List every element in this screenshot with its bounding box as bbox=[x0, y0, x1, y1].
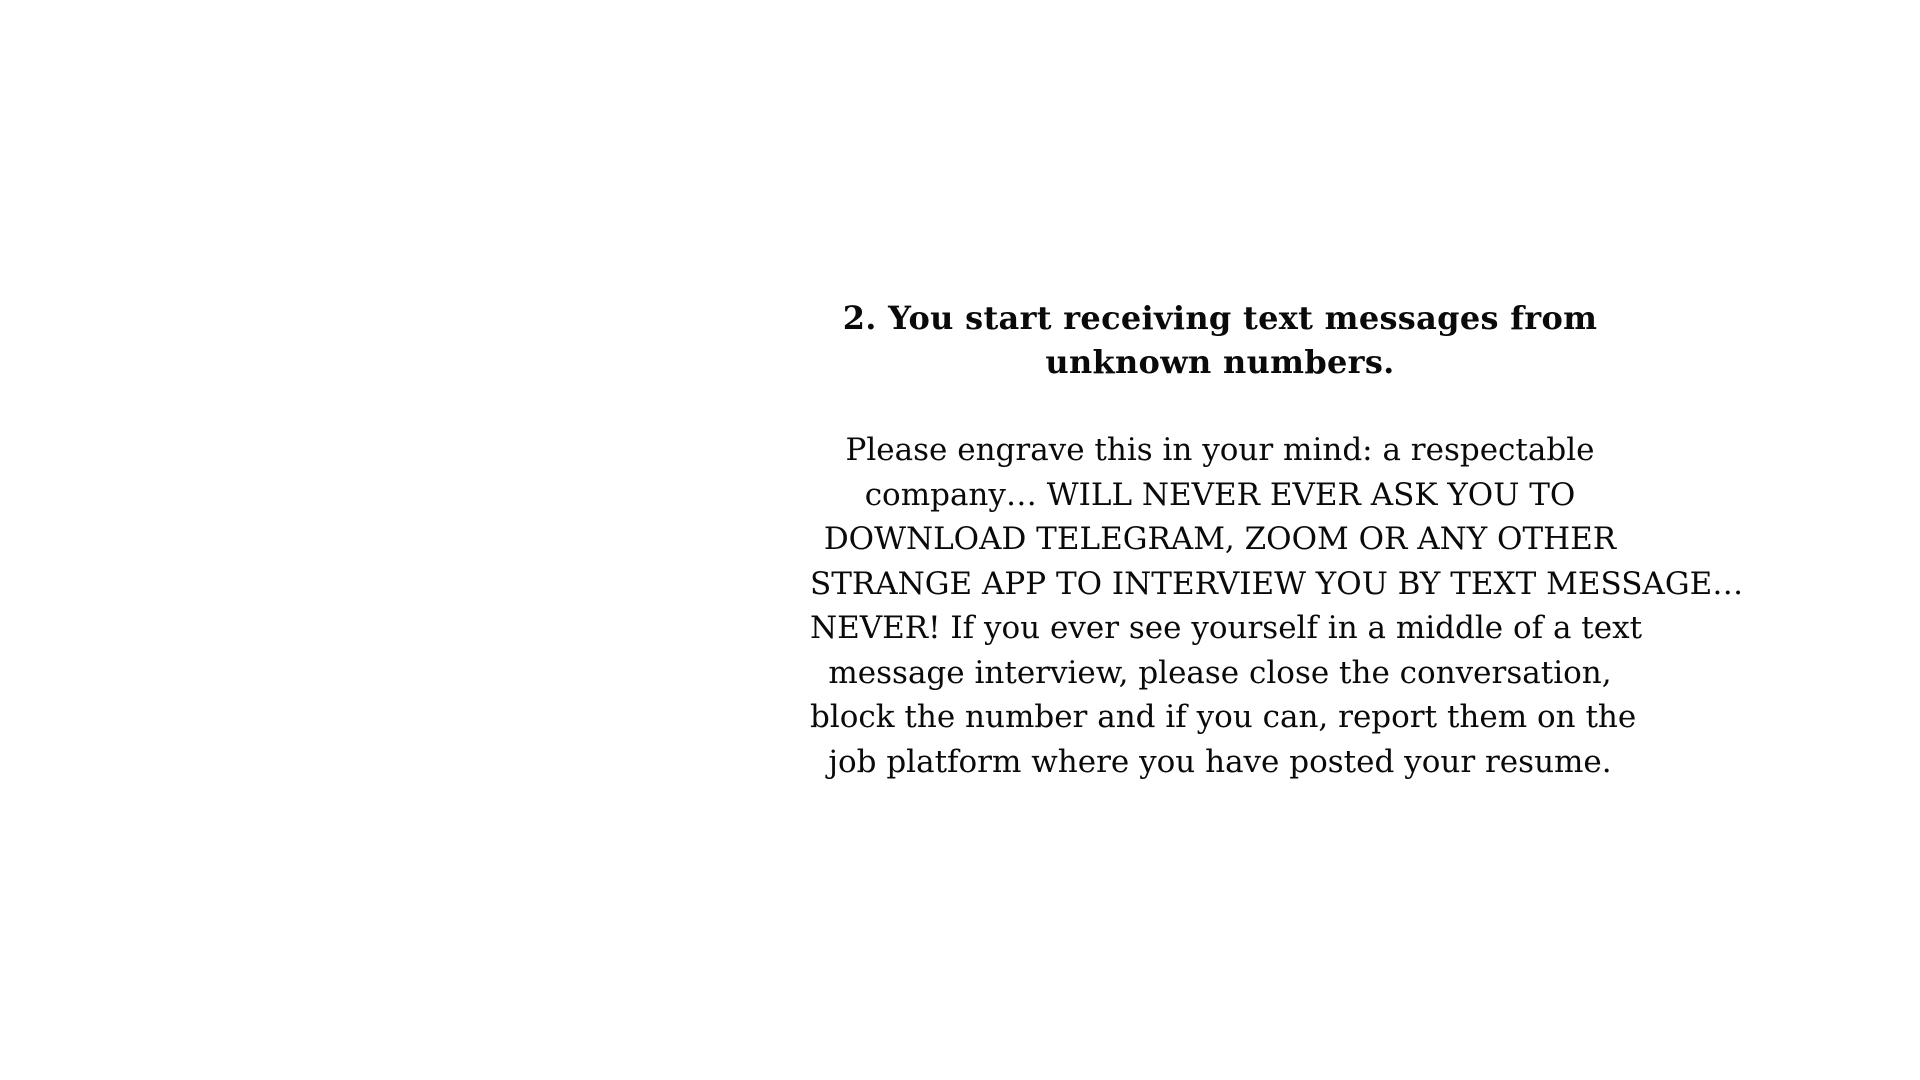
heading-line: unknown numbers. bbox=[1045, 343, 1395, 381]
text-block bbox=[810, 296, 1744, 784]
body-line: Please engrave this in your mind: a respectable bbox=[845, 432, 1595, 468]
body-line: NEVER! If you ever see yourself in a middle of a text bbox=[810, 610, 1643, 646]
heading-line: 2. You start receiving text messages from bbox=[842, 299, 1598, 337]
body-line: DOWNLOAD TELEGRAM, ZOOM OR ANY OTHER bbox=[823, 521, 1617, 557]
body-line: message interview, please close the conversation, bbox=[828, 654, 1612, 691]
slide-body-paragraph bbox=[810, 428, 1744, 784]
body-line: STRANGE APP TO INTERVIEW YOU BY TEXT MESSAGE… bbox=[810, 565, 1744, 602]
body-line: company… WILL NEVER EVER ASK YOU TO bbox=[864, 476, 1576, 513]
body-line: block the number and if you can, report them on the bbox=[810, 699, 1637, 735]
slide-heading bbox=[810, 296, 1630, 384]
body-line: job platform where you have posted your resume. bbox=[828, 743, 1612, 780]
